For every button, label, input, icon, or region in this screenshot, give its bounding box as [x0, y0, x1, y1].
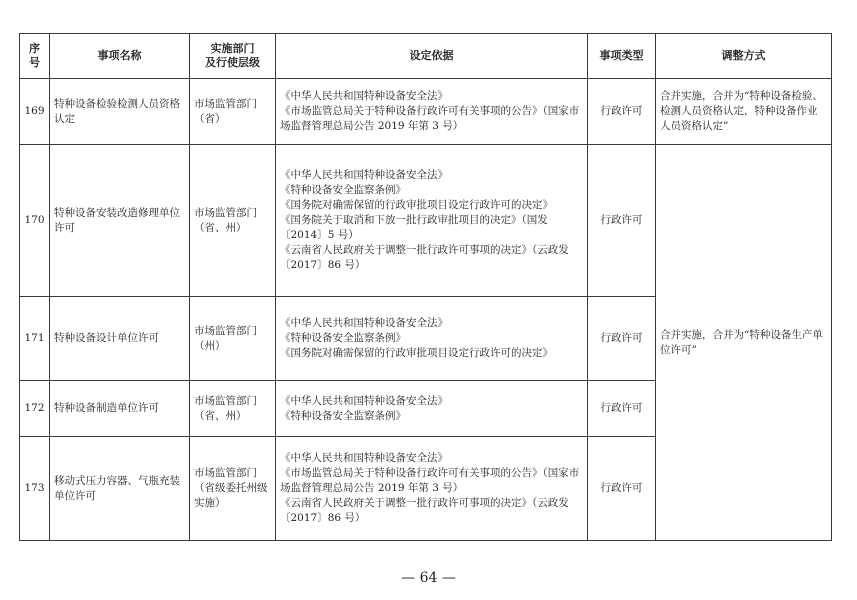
- row-dept: 市场监管部门（省级委托州级实施）: [190, 437, 276, 541]
- row-adjust: 合并实施，合并为“特种设备检验、检测人员资格认定，特种设备作业人员资格认定”: [656, 79, 832, 145]
- basis-line: 《国务院关于取消和下放一批行政审批项目的决定》（国发〔2014〕5 号）: [280, 214, 548, 241]
- row-dept: 市场监管部门（省）: [190, 79, 276, 145]
- header-adjust: 调整方式: [656, 34, 832, 79]
- row-basis: [276, 145, 588, 297]
- row-name: 移动式压力容器、气瓶充装单位许可: [50, 437, 190, 541]
- basis-line: 《特种设备安全监察条例》: [280, 409, 406, 422]
- row-adjust-merged: 合并实施，合并为“特种设备生产单位许可”: [656, 145, 832, 541]
- basis-line: 《市场监管总局关于特种设备行政许可有关事项的公告》（国家市场监督管理总局公告 2019 年第 3 号）: [280, 467, 580, 494]
- row-type: 行政许可: [588, 145, 656, 297]
- basis-line: 《云南省人民政府关于调整一批行政许可事项的决定》（云政发〔2017〕86 号）: [280, 497, 569, 524]
- basis-line: 《国务院对确需保留的行政审批项目设定行政许可的决定》: [280, 347, 553, 359]
- row-type: 行政许可: [588, 297, 656, 381]
- basis-line: 《云南省人民政府关于调整一批行政许可事项的决定》（云政发〔2017〕86 号）: [280, 244, 569, 271]
- row-dept: 市场监管部门（州）: [190, 297, 276, 381]
- items-table: [19, 33, 832, 541]
- row-no: 172: [20, 381, 50, 437]
- row-dept: 市场监管部门（省、州）: [190, 145, 276, 297]
- page-number: — 64 —: [401, 570, 456, 586]
- header-no: 序 号: [20, 34, 50, 79]
- row-basis: [276, 297, 588, 381]
- row-type: 行政许可: [588, 381, 656, 437]
- row-dept: 市场监管部门（省、州）: [190, 381, 276, 437]
- table-row: [20, 145, 832, 297]
- row-type: 行政许可: [588, 79, 656, 145]
- header-name: 事项名称: [50, 34, 190, 79]
- row-no: 170: [20, 145, 50, 297]
- row-name: 特种设备制造单位许可: [50, 381, 190, 437]
- row-basis: [276, 79, 588, 145]
- basis-line: 《特种设备安全监察条例》: [280, 332, 406, 344]
- row-name: 特种设备安装改造修理单位许可: [50, 145, 190, 297]
- row-name: 特种设备检验检测人员资格认定: [50, 79, 190, 145]
- row-basis: [276, 437, 588, 541]
- table-row: [20, 79, 832, 145]
- basis-line: 《中华人民共和国特种设备安全法》: [280, 452, 448, 464]
- basis-line: 《特种设备安全监察条例》: [280, 184, 406, 196]
- header-dept: 实施部门 及行使层级: [190, 34, 276, 79]
- row-basis: [276, 381, 588, 437]
- basis-line: 《中华人民共和国特种设备安全法》: [280, 317, 448, 329]
- basis-line: 《国务院对确需保留的行政审批项目设定行政许可的决定》: [280, 199, 553, 211]
- basis-line: 《中华人民共和国特种设备安全法》: [280, 169, 448, 181]
- row-no: 171: [20, 297, 50, 381]
- basis-line: 《中华人民共和国特种设备安全法》: [280, 394, 448, 407]
- table-header-row: [20, 34, 832, 79]
- row-no: 173: [20, 437, 50, 541]
- basis-line: 《市场监管总局关于特种设备行政许可有关事项的公告》（国家市场监督管理总局公告 2019 年第 3 号）: [280, 105, 580, 132]
- header-type: 事项类型: [588, 34, 656, 79]
- header-basis: 设定依据: [276, 34, 588, 79]
- row-no: 169: [20, 79, 50, 145]
- row-type: 行政许可: [588, 437, 656, 541]
- row-name: 特种设备设计单位许可: [50, 297, 190, 381]
- basis-line: 《中华人民共和国特种设备安全法》: [280, 90, 448, 102]
